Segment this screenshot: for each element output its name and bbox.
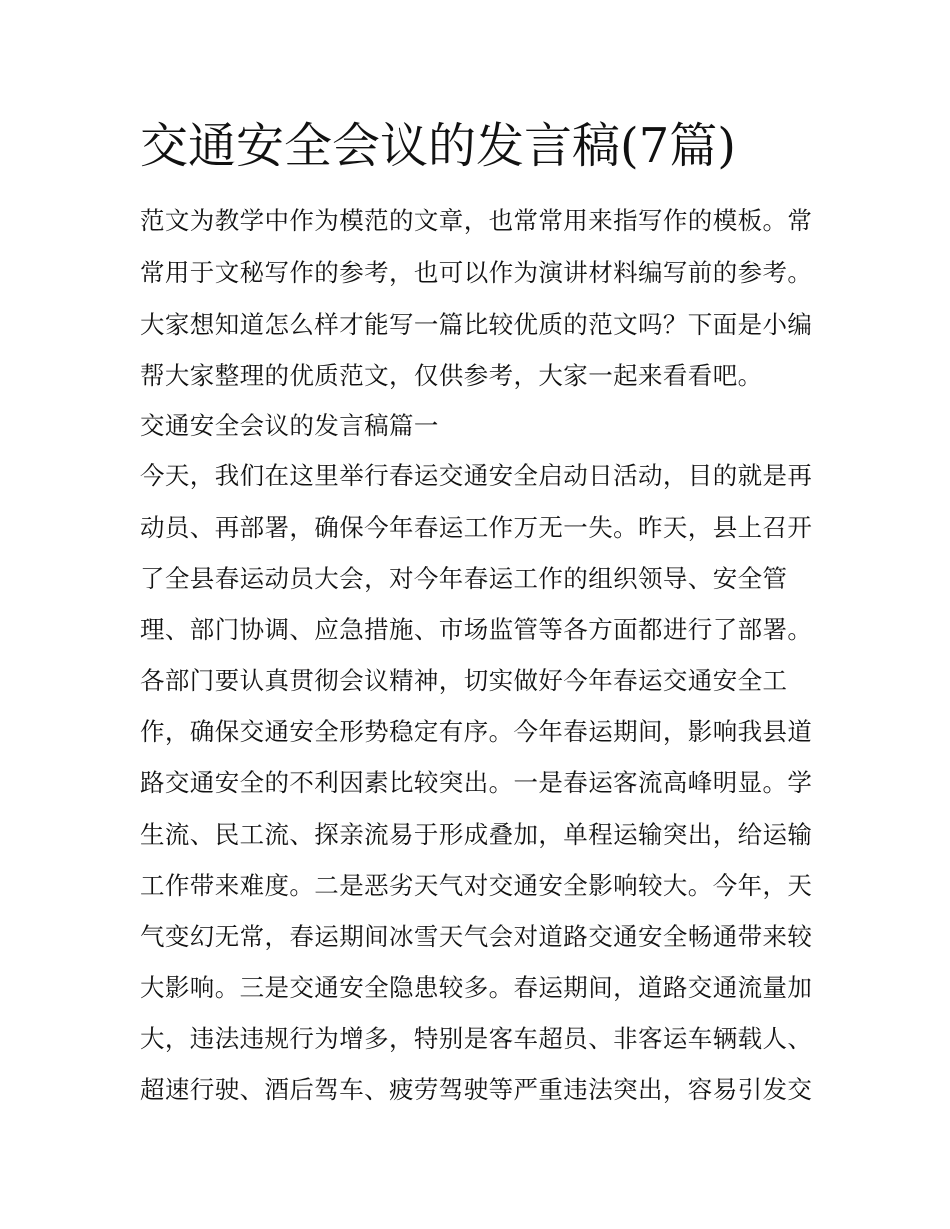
body-line: 理、部门协调、应急措施、市场监管等各方面都进行了部署。 (140, 615, 813, 644)
body-line: 路交通安全的不利因素比较突出。一是春运客流高峰明显。学 (140, 768, 813, 797)
intro-line: 帮大家整理的优质范文，仅供参考，大家一起来看看吧。 (140, 361, 763, 390)
body-line: 各部门要认真贯彻会议精神，切实做好今年春运交通安全工 (140, 666, 788, 695)
body-line: 作，确保交通安全形势稳定有序。今年春运期间，影响我县道 (140, 717, 813, 746)
body-line: 了全县春运动员大会，对今年春运工作的组织领导、安全管 (140, 564, 788, 593)
body-line: 大影响。三是交通安全隐患较多。春运期间，道路交通流量加 (140, 973, 813, 1002)
body-line: 超速行驶、酒后驾车、疲劳驾驶等严重违法突出，容易引发交 (140, 1075, 813, 1104)
document-title: 交通安全会议的发言稿(7篇) (140, 118, 736, 174)
body-line: 今天，我们在这里举行春运交通安全启动日活动，目的就是再 (140, 461, 813, 490)
body-line: 气变幻无常，春运期间冰雪天气会对道路交通安全畅通带来较 (140, 922, 813, 951)
intro-line: 大家想知道怎么样才能写一篇比较优质的范文吗？下面是小编 (140, 310, 813, 339)
body-line: 生流、民工流、探亲流易于形成叠加，单程运输突出，给运输 (140, 820, 813, 849)
body-line: 工作带来难度。二是恶劣天气对交通安全影响较大。今年，天 (140, 871, 813, 900)
intro-line: 常用于文秘写作的参考，也可以作为演讲材料编写前的参考。 (140, 258, 813, 287)
body-line: 大，违法违规行为增多，特别是客车超员、非客运车辆载人、 (140, 1024, 813, 1053)
intro-line: 范文为教学中作为模范的文章，也常常用来指写作的模板。常 (140, 206, 813, 235)
body-line: 动员、再部署，确保今年春运工作万无一失。昨天，县上召开 (140, 513, 813, 542)
section-heading: 交通安全会议的发言稿篇一 (140, 411, 439, 440)
